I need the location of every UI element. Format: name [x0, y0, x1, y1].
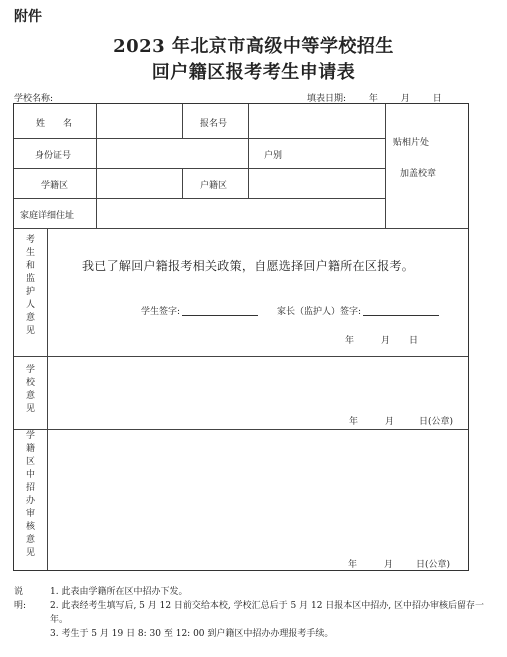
grid-line — [248, 104, 249, 198]
district-opinion-label: 学 籍 区 中 招 办 审 核 意 见 — [25, 431, 35, 558]
school-district-label: 学籍区 — [41, 181, 69, 191]
student-sign-line[interactable] — [182, 315, 258, 316]
grid-line — [14, 138, 385, 139]
note-item-1: 1. 此表由学籍所在区中招办下发。 — [50, 587, 188, 597]
district-date: 年 月 日(公章) — [348, 560, 451, 570]
note-item-3: 3. 考生于 5 月 19 日 8: 30 至 12: 00 到户籍区中招办办理报考手续。 — [50, 629, 334, 639]
student-sign-label: 学生签字: — [141, 307, 181, 317]
grid-line — [96, 104, 97, 228]
grid-line — [14, 228, 468, 229]
parent-sign-line[interactable] — [363, 315, 439, 316]
photo-label: 贴相片处 — [393, 138, 430, 148]
parent-signature — [277, 304, 439, 317]
fill-date-label: 填表日期: — [307, 94, 347, 104]
fill-date-day: 日 — [432, 94, 442, 104]
school-opinion-label: 学 校 意 见 — [25, 365, 35, 414]
school-name-label: 学校名称: — [14, 94, 54, 104]
grid-line — [385, 104, 386, 228]
attachment-label: 附件 — [14, 9, 42, 25]
grid-line — [182, 168, 183, 198]
consent-statement: 我已了解回户籍报考相关政策，自愿选择回户籍所在区报考。 — [82, 259, 415, 273]
hukou-district-label: 户籍区 — [200, 181, 228, 191]
form-title-line1: 2023 年北京市高级中等学校招生 — [113, 36, 394, 57]
seal-label: 加盖校章 — [400, 169, 437, 179]
notes-label: 说明: — [14, 587, 27, 611]
hukou-type-label: 户别 — [264, 151, 283, 161]
note-item-2: 2. 此表经考生填写后, 5 月 12 日前交给本校, 学校汇总后于 5 月 12 日报本区中招办, 区中招办审核后留存一年。 — [50, 601, 484, 625]
grid-line — [47, 228, 48, 570]
application-form — [13, 103, 469, 571]
exam-number-label: 报名号 — [200, 119, 228, 129]
fill-date-month: 月 — [400, 94, 410, 104]
student-signature — [141, 304, 258, 317]
address-label: 家庭详细住址 — [20, 211, 75, 221]
grid-line — [14, 429, 468, 430]
guardian-date: 年 月 日 — [345, 336, 419, 346]
fill-date-year: 年 — [368, 94, 378, 104]
grid-line — [182, 104, 183, 138]
school-date: 年 月 日(公章) — [349, 417, 454, 427]
form-title-line2: 回户籍区报考考生申请表 — [151, 62, 356, 83]
id-number-label: 身份证号 — [35, 151, 72, 161]
name-label: 姓 名 — [36, 119, 73, 129]
grid-line — [14, 356, 468, 357]
parent-sign-label: 家长（监护人）签字: — [277, 307, 362, 317]
grid-line — [14, 198, 385, 199]
guardian-opinion-label: 考 生 和 监 护 人 意 见 — [25, 235, 35, 336]
grid-line — [14, 168, 385, 169]
